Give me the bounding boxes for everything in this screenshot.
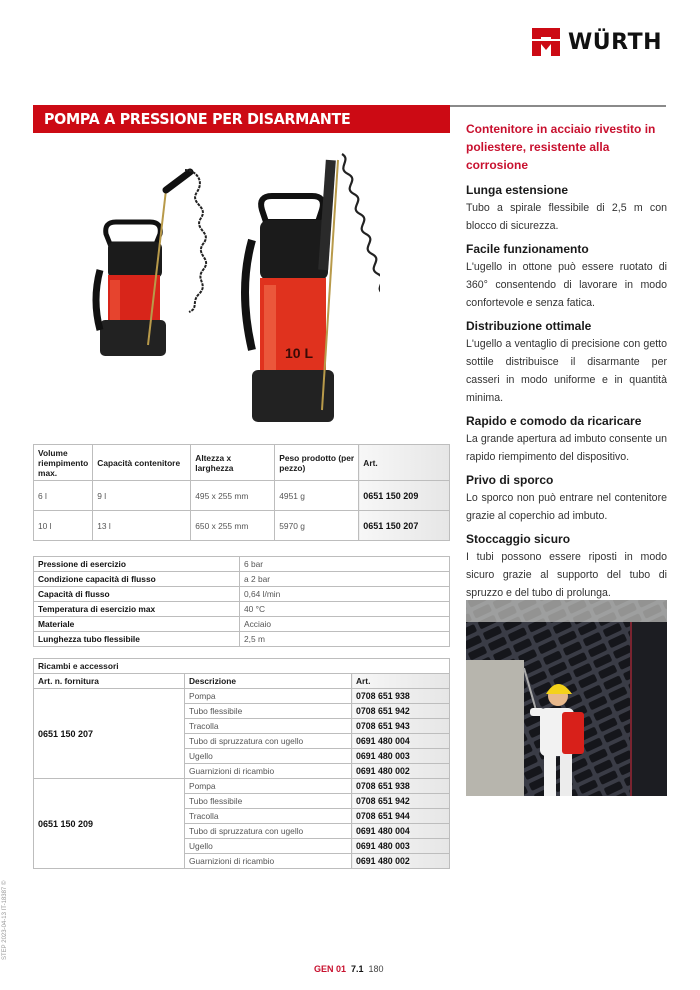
title-divider [450,105,666,107]
part-article[interactable]: 0691 480 002 [352,854,450,869]
page-title: POMPA A PRESSIONE PER DISARMANTE [44,110,351,128]
svg-text:10 L: 10 L [285,345,314,361]
feature-item [466,241,667,312]
feature-text: Lo sporco non può entrare nel contenitore grazie al coperchio ad imbuto. [466,492,667,522]
part-article[interactable]: 0708 651 938 [352,689,450,704]
part-description: Ugello [185,839,352,854]
part-description: Tubo flessibile [185,794,352,809]
part-article[interactable]: 0691 480 004 [352,824,450,839]
spec-value: a 2 bar [240,572,450,587]
feature-text: L'ugello in ottone può essere ruotato di 360° consentendo di lavorare in modo confortevole e senza fatica. [466,261,667,309]
table-row [34,587,450,602]
cell-volume: 10 l [34,511,93,541]
feature-title: Lunga estensione [466,183,569,197]
page-footer [314,964,384,974]
part-article[interactable]: 0708 651 943 [352,719,450,734]
cell-volume: 6 l [34,481,93,511]
col-header: Descrizione [185,674,352,689]
table-row [34,481,450,511]
part-article[interactable]: 0708 651 944 [352,809,450,824]
col-header: Volume riempimento max. [34,445,93,481]
table-row [34,689,450,704]
small-pump-illustration [96,170,206,356]
cell-dimensions: 650 x 255 mm [191,511,275,541]
spec-label: Condizione capacità di flusso [34,572,240,587]
spec-label: Capacità di flusso [34,587,240,602]
table-row [34,779,450,794]
part-article[interactable]: 0708 651 942 [352,794,450,809]
feature-text: La grande apertura ad imbuto consente un rapido riempimento del dispositivo. [466,433,667,463]
site-photo [466,600,667,796]
product-image [80,140,380,440]
table-row [34,511,450,541]
col-header: Art. [359,445,450,481]
table-row [34,632,450,647]
feature-title: Privo di sporco [466,473,554,487]
spec-value: 6 bar [240,557,450,572]
table-row [34,602,450,617]
feature-title: Rapido e comodo da ricaricare [466,414,642,428]
wurth-logo [532,28,662,56]
feature-item [466,413,667,466]
part-description: Tracolla [185,719,352,734]
part-description: Tubo di spruzzatura con ugello [185,734,352,749]
table-header-row [34,674,450,689]
part-description: Ugello [185,749,352,764]
feature-text: Tubo a spirale flessibile di 2,5 m con blocco di sicurezza. [466,202,667,232]
col-header: Art. [352,674,450,689]
spares-table-title: Ricambi e accessori [34,659,450,674]
part-article[interactable]: 0708 651 938 [352,779,450,794]
col-header: Altezza x larghezza [191,445,275,481]
part-description: Guarnizioni di ricambio [185,764,352,779]
spec-value: 2,5 m [240,632,450,647]
spec-value: Acciaio [240,617,450,632]
brand-name: WÜRTH [568,29,663,55]
spec-value: 0,64 l/min [240,587,450,602]
part-description: Tubo flessibile [185,704,352,719]
part-description: Tracolla [185,809,352,824]
title-banner [33,105,450,133]
feature-title: Stoccaggio sicuro [466,532,571,546]
col-header: Art. n. fornitura [34,674,185,689]
cell-weight: 4951 g [275,481,359,511]
feature-title: Distribuzione ottimale [466,319,592,333]
table-row [34,557,450,572]
large-pump-illustration [245,154,380,422]
part-description: Pompa [185,689,352,704]
spec-label: Lunghezza tubo flessibile [34,632,240,647]
cell-weight: 5970 g [275,511,359,541]
spares-table [33,658,450,869]
table-header-row [34,445,450,481]
col-header: Peso prodotto (per pezzo) [275,445,359,481]
table-row [34,617,450,632]
cell-dimensions: 495 x 255 mm [191,481,275,511]
cell-capacity: 13 l [93,511,191,541]
spec-value: 40 °C [240,602,450,617]
spec-label: Pressione di esercizio [34,557,240,572]
feature-text: L'ugello a ventaglio di precisione con getto sottile distribuisce il disarmante per casseri in modo uniforme e in quantità minima. [466,338,667,404]
table-title-row [34,659,450,674]
part-article[interactable]: 0691 480 002 [352,764,450,779]
part-article[interactable]: 0708 651 942 [352,704,450,719]
part-description: Pompa [185,779,352,794]
supply-article[interactable]: 0651 150 207 [34,689,185,779]
specs-table [33,556,450,647]
variants-table [33,444,450,541]
part-article[interactable]: 0691 480 003 [352,749,450,764]
cell-capacity: 9 l [93,481,191,511]
wurth-logo-mark-icon [532,28,560,56]
feature-item [466,318,667,407]
feature-text: I tubi possono essere riposti in modo sicuro grazie al supporto del tubo di spruzzo e del tubo di prolunga. [466,551,667,599]
part-description: Guarnizioni di ricambio [185,854,352,869]
col-header: Capacità contenitore [93,445,191,481]
cell-article[interactable]: 0651 150 207 [359,511,450,541]
table-row [34,572,450,587]
part-article[interactable]: 0691 480 003 [352,839,450,854]
footer-section: GEN 01 [314,964,347,974]
page-number: 180 [368,964,384,974]
cell-article[interactable]: 0651 150 209 [359,481,450,511]
feature-item [466,472,667,525]
spec-label: Temperatura di esercizio max [34,602,240,617]
part-description: Tubo di spruzzatura con ugello [185,824,352,839]
spec-label: Materiale [34,617,240,632]
document-code: STEP 2023-04-13 IT-18387 © [2,880,8,960]
part-article[interactable]: 0691 480 004 [352,734,450,749]
feature-title: Facile funzionamento [466,242,589,256]
features-column [466,120,667,608]
feature-item [466,531,667,602]
supply-article[interactable]: 0651 150 209 [34,779,185,869]
feature-item [466,182,667,235]
highlight-text: Contenitore in acciaio rivestito in poliestere, resistente alla corrosione [466,122,656,172]
footer-chapter: 7.1 [351,964,364,974]
